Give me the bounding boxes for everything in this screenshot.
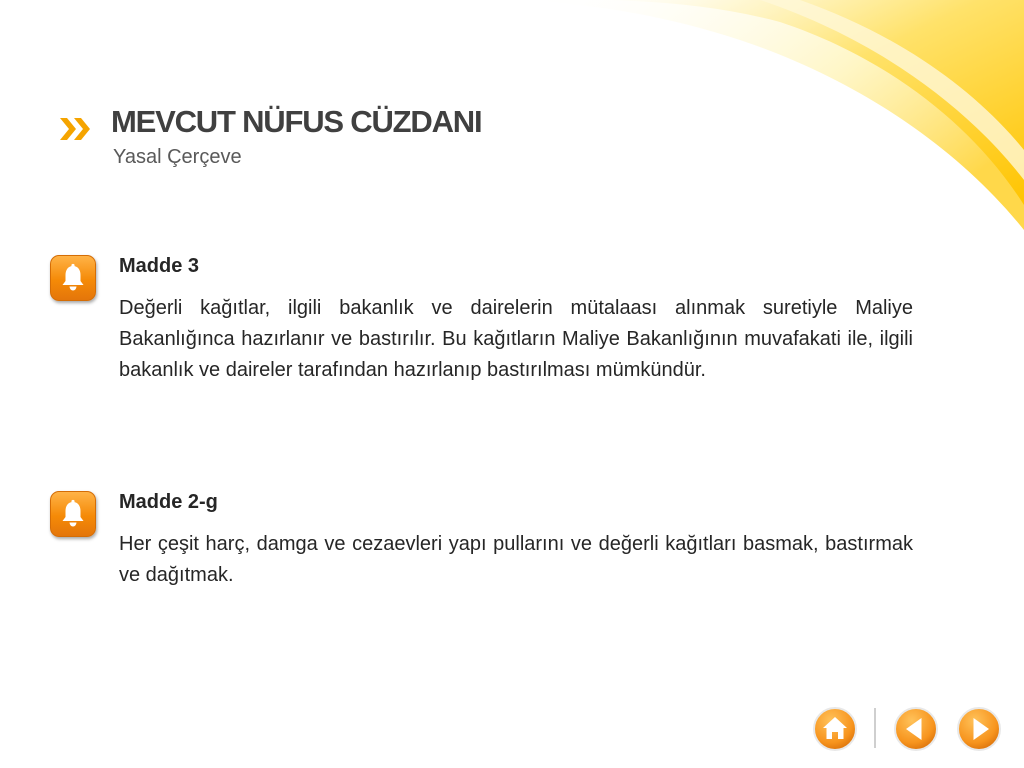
home-icon [812, 706, 858, 752]
next-slide-button[interactable] [956, 706, 1002, 752]
section-body: Her çeşit harç, damga ve cezaevleri yapı pullarını ve değerli kağıtları basmak, bastırmak ve dağıtmak. [119, 533, 913, 586]
slide-title: MEVCUT NÜFUS CÜZDANI [111, 104, 482, 139]
home-button[interactable] [812, 706, 858, 752]
bell-badge [50, 491, 96, 537]
bell-icon [57, 498, 89, 530]
double-chevron-icon [58, 112, 92, 146]
previous-slide-button[interactable] [893, 706, 939, 752]
nav-divider [874, 708, 876, 748]
bell-icon [57, 262, 89, 294]
section-heading: Madde 3 [119, 255, 200, 277]
section-body: Değerli kağıtlar, ilgili bakanlık ve dairelerin mütalaası alınmak suretiyle Maliye Bakanlığınca hazırlanır ve bastırılır. Bu kağıtların Maliye Bakanlığının muvafakati ile, ilgili bakanlık ve daireler tarafından hazırlanıp bastırılması mümkündür. [119, 297, 913, 381]
arrow-right-icon [956, 706, 1002, 752]
section-heading: Madde 2-g [119, 491, 218, 513]
bell-badge [50, 255, 96, 301]
slide-subtitle: Yasal Çerçeve [113, 146, 242, 168]
arrow-left-icon [893, 706, 939, 752]
